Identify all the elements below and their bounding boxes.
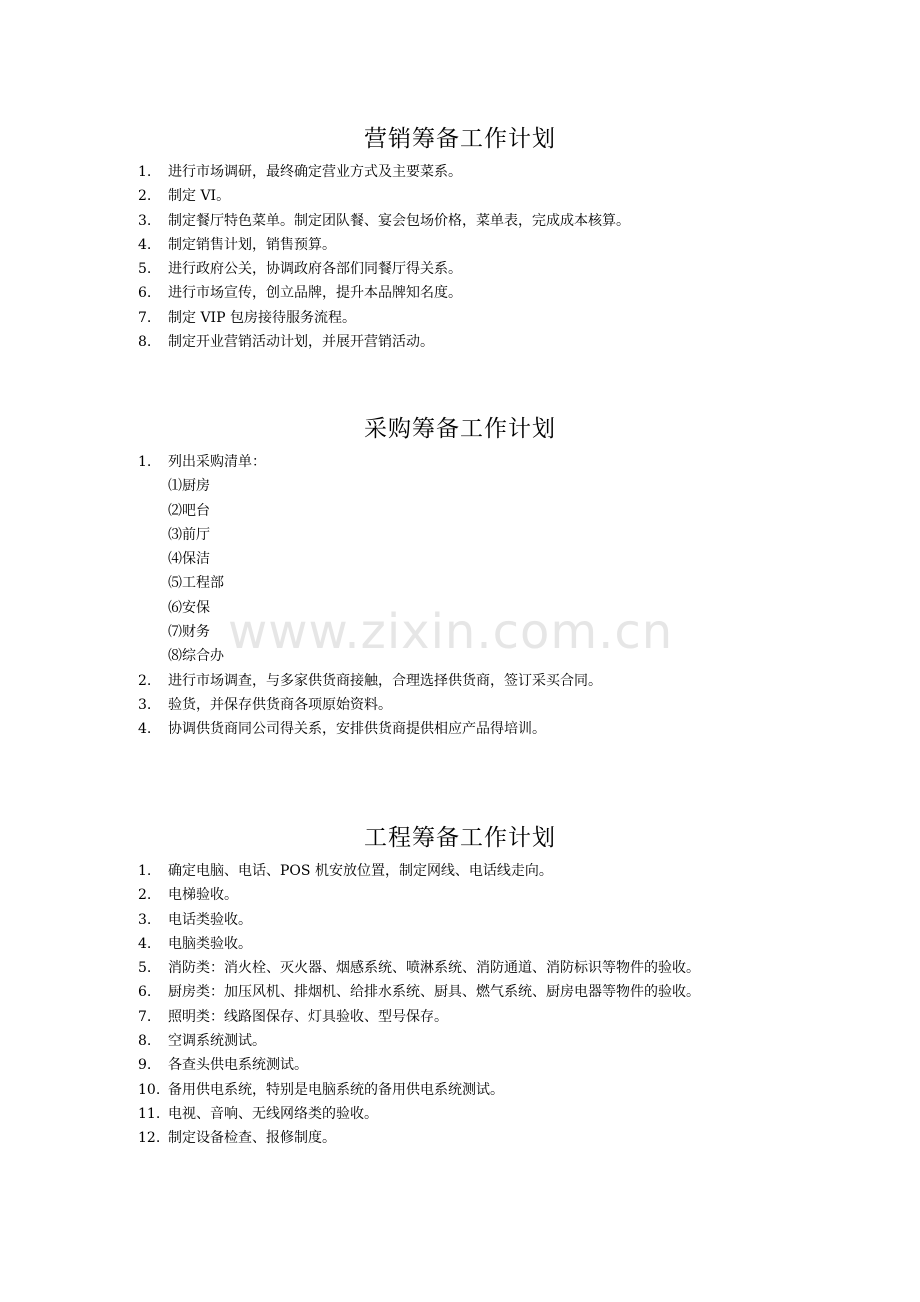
item-number: 5. [138,261,152,278]
list-item [138,1126,838,1150]
item-number: 10. [138,1081,161,1098]
sub-list-item [138,523,838,547]
item-text: 制定销售计划，销售预算。 [168,236,336,253]
item-number: 12. [138,1130,161,1147]
item-text: 进行市场宣传，创立品牌，提升本品牌知名度。 [168,285,462,302]
item-text: 电话类验收。 [168,911,252,928]
item-number: 1. [138,164,152,180]
item-text: 空调系统测试。 [168,1033,266,1050]
item-text: 照明类：线路图保存、灯具验收、型号保存。 [168,1008,448,1025]
item-number: 3. [138,212,152,229]
sub-list-item [138,644,838,668]
item-text: 确定电脑、电话、POS 机安放位置，制定网线、电话线走向。 [168,863,553,879]
item-number: 7. [138,1008,152,1025]
list-item [138,669,838,693]
item-text: ⑴厨房 [168,478,210,495]
list-item [138,330,838,354]
item-number: 3. [138,911,152,928]
item-number: 2. [138,887,152,904]
list-item [138,281,838,305]
item-text: ⑹安保 [168,599,210,616]
item-number: 6. [138,285,152,302]
list-item [138,1005,838,1029]
item-text: 制定 VI。 [168,188,231,205]
list-item [138,1102,838,1126]
procurement-list [138,450,838,742]
item-number: 11. [138,1105,161,1122]
list-item [138,956,838,980]
section-title-marketing: 营销筹备工作计划 [364,126,556,152]
item-text: 厨房类：加压风机、排烟机、给排水系统、厨具、燃气系统、厨房电器等物件的验收。 [168,984,700,1001]
item-number: 8. [138,1033,152,1050]
item-text: 列出采购清单： [168,454,266,470]
list-item [138,1053,838,1077]
item-text: ⑶前厅 [168,526,210,543]
item-text: 电视、音响、无线网络类的验收。 [168,1105,378,1122]
item-number: 7. [138,309,152,326]
list-item [138,257,838,281]
sub-list-item [138,620,838,644]
item-text: 进行市场调研，最终确定营业方式及主要菜系。 [168,164,462,180]
item-number: 2. [138,672,152,689]
item-text: 制定开业营销活动计划，并展开营销活动。 [168,334,434,351]
item-number: 8. [138,334,152,351]
section-title-procurement: 采购筹备工作计划 [364,416,556,442]
list-item [138,233,838,257]
section-title-engineering: 工程筹备工作计划 [364,825,556,851]
list-item [138,160,838,184]
marketing-list [138,160,838,354]
list-item [138,184,838,208]
sub-list-item [138,474,838,498]
item-number: 3. [138,696,152,713]
list-item [138,693,838,717]
item-text: 验货，并保存供货商各项原始资料。 [168,696,392,713]
list-item [138,1029,838,1053]
item-number: 6. [138,984,152,1001]
list-item [138,883,838,907]
sub-list-item [138,571,838,595]
item-text: 备用供电系统，特别是电脑系统的备用供电系统测试。 [168,1081,504,1098]
item-number: 4. [138,935,152,952]
sub-list-item [138,547,838,571]
item-text: 消防类：消火栓、灭火器、烟感系统、喷淋系统、消防通道、消防标识等物件的验收。 [168,960,700,977]
item-number: 9. [138,1057,152,1074]
list-item [138,306,838,330]
item-number: 4. [138,721,152,738]
item-text: ⑷保洁 [168,551,210,568]
engineering-list [138,859,838,1151]
sub-list-item [138,596,838,620]
item-number: 5. [138,960,152,977]
item-number: 4. [138,236,152,253]
item-text: 制定设备检查、报修制度。 [168,1130,336,1147]
item-text: 制定 VIP 包房接待服务流程。 [168,309,356,326]
item-number: 2. [138,188,152,205]
item-text: 进行政府公关，协调政府各部们同餐厅得关系。 [168,261,462,278]
list-item [138,717,838,741]
item-text: 进行市场调查，与多家供货商接触，合理选择供货商，签订采买合同。 [168,672,602,689]
list-item [138,908,838,932]
list-item [138,1078,838,1102]
item-text: 电梯验收。 [168,887,238,904]
item-text: 制定餐厅特色菜单。制定团队餐、宴会包场价格，菜单表，完成成本核算。 [168,212,630,229]
list-item [138,859,838,883]
item-number: 1. [138,454,152,470]
item-text: 各查头供电系统测试。 [168,1057,308,1074]
item-text: ⑸工程部 [168,575,224,592]
item-text: ⑵吧台 [168,502,210,519]
item-text: ⑻综合办 [168,648,224,665]
item-text: 电脑类验收。 [168,935,252,952]
item-number: 1. [138,863,152,879]
watermark: www.zixin.com.cn [228,604,674,660]
list-item [138,450,838,474]
list-item [138,209,838,233]
item-text: ⑺财务 [168,624,210,641]
sub-list-item [138,499,838,523]
list-item [138,932,838,956]
item-text: 协调供货商同公司得关系，安排供货商提供相应产品得培训。 [168,721,546,738]
list-item [138,980,838,1004]
